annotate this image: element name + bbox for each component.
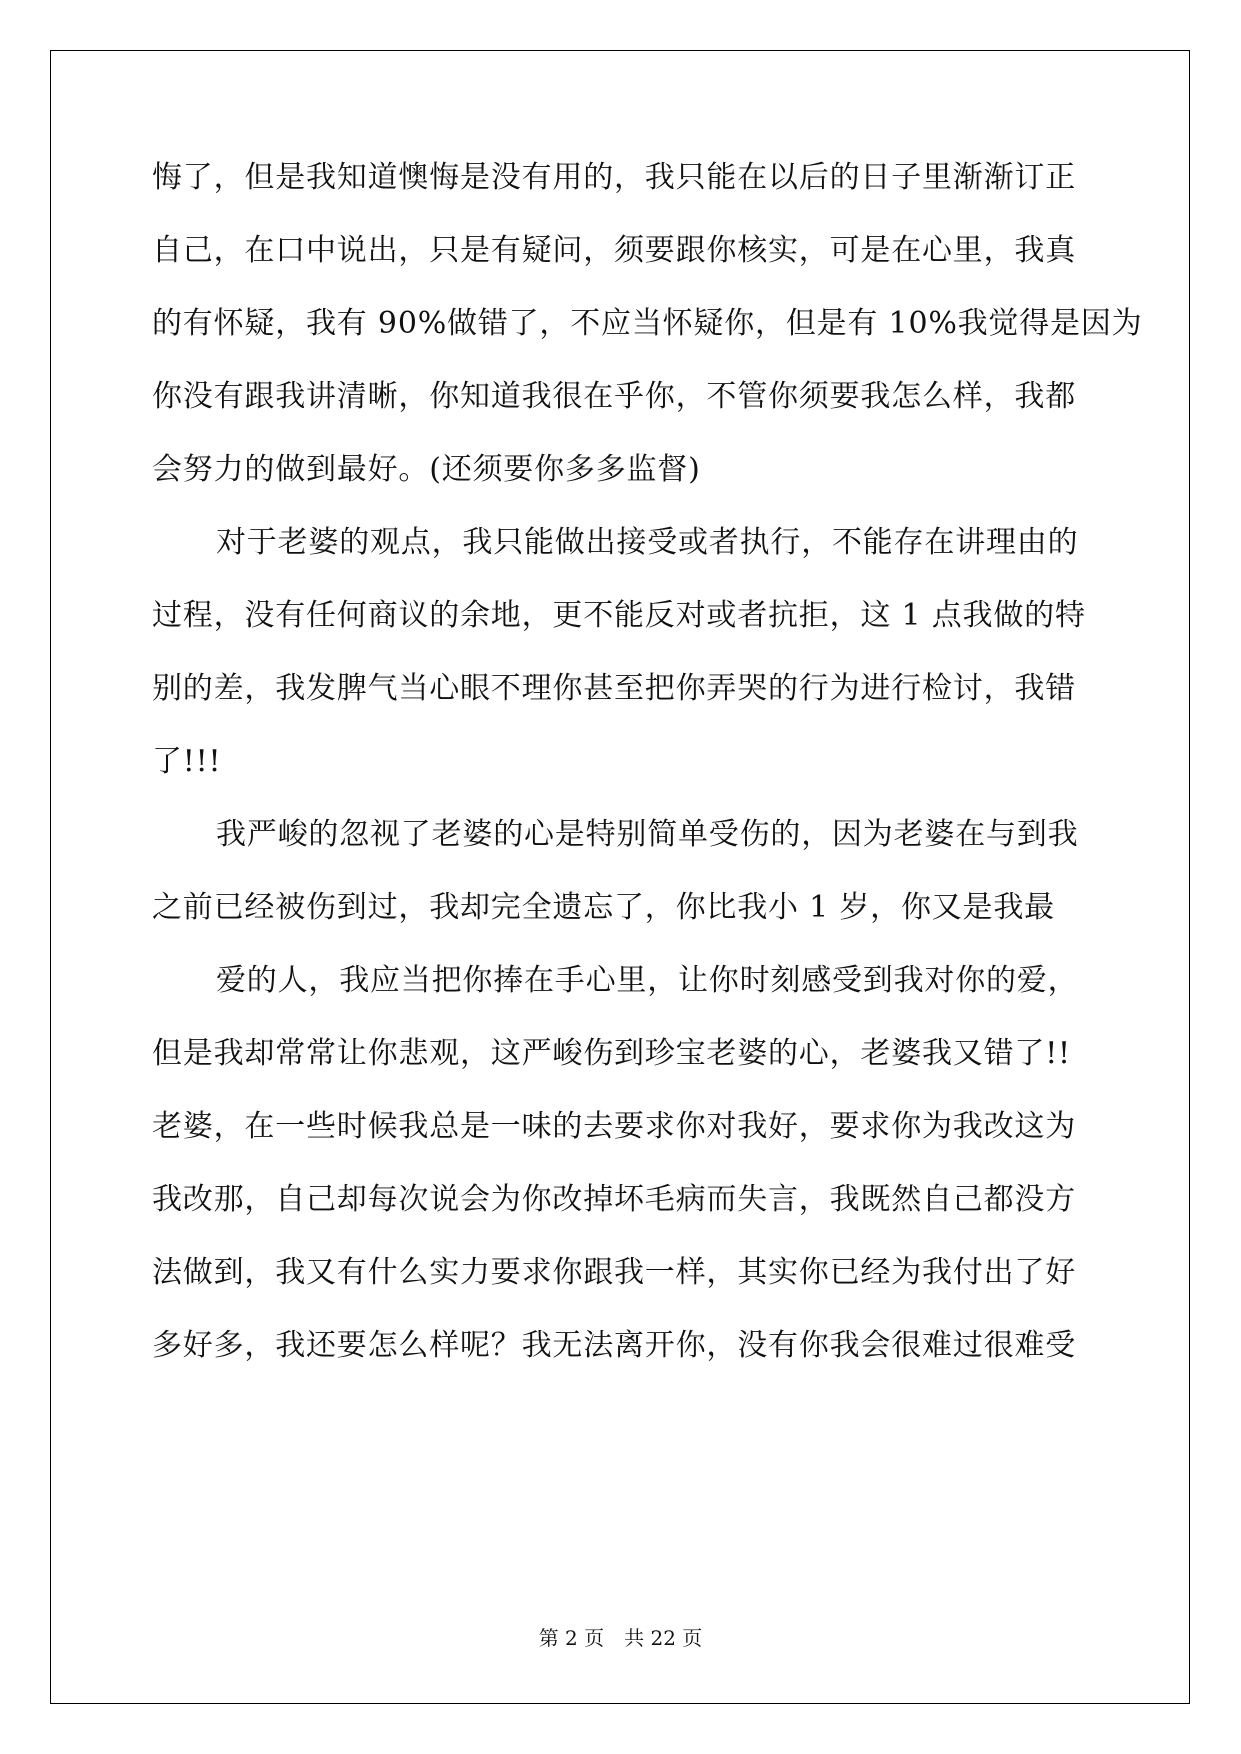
text-line: 但是我却常常让你悲观，这严峻伤到珍宝老婆的心，老婆我又错了!!: [152, 1036, 1071, 1071]
text-line: 自己，在口中说出，只是有疑问，须要跟你核实，可是在心里，我真: [152, 233, 1076, 268]
text-line: 的有怀疑，我有 90%做错了，不应当怀疑你，但是有 10%我觉得是因为: [152, 306, 1143, 341]
text-line: 法做到，我又有什么实力要求你跟我一样，其实你已经为我付出了好: [152, 1255, 1076, 1290]
paragraph-first-line: 我严峻的忽视了老婆的心是特别简单受伤的，因为老婆在与到我: [216, 817, 1079, 852]
text-line: 我改那，自己却每次说会为你改掉坏毛病而失言，我既然自己都没方: [152, 1182, 1076, 1217]
text-line: 会努力的做到最好。(还须要你多多监督): [152, 452, 701, 487]
page-number-footer: 第 2 页 共 22 页: [538, 1626, 703, 1650]
text-line: 悔了，但是我知道懊悔是没有用的，我只能在以后的日子里渐渐订正: [152, 160, 1076, 195]
text-line: 之前已经被伤到过，我却完全遗忘了，你比我小 1 岁，你又是我最: [152, 890, 1055, 925]
text-line: 你没有跟我讲清晰，你知道我很在乎你，不管你须要我怎么样，我都: [152, 379, 1076, 414]
text-line: 过程，没有任何商议的余地，更不能反对或者抗拒，这 1 点我做的特: [152, 598, 1086, 633]
paragraph-first-line: 爱的人，我应当把你捧在手心里，让你时刻感受到我对你的爱，: [216, 963, 1079, 998]
paragraph-first-line: 对于老婆的观点，我只能做出接受或者执行，不能存在讲理由的: [216, 525, 1079, 560]
text-line: 多好多，我还要怎么样呢？我无法离开你，没有你我会很难过很难受: [152, 1328, 1076, 1363]
text-line: 了!!!: [152, 744, 222, 779]
page-border: [50, 50, 1190, 1704]
text-line: 老婆，在一些时候我总是一味的去要求你对我好，要求你为我改这为: [152, 1109, 1076, 1144]
text-line: 别的差，我发脾气当心眼不理你甚至把你弄哭的行为进行检讨，我错: [152, 671, 1076, 706]
